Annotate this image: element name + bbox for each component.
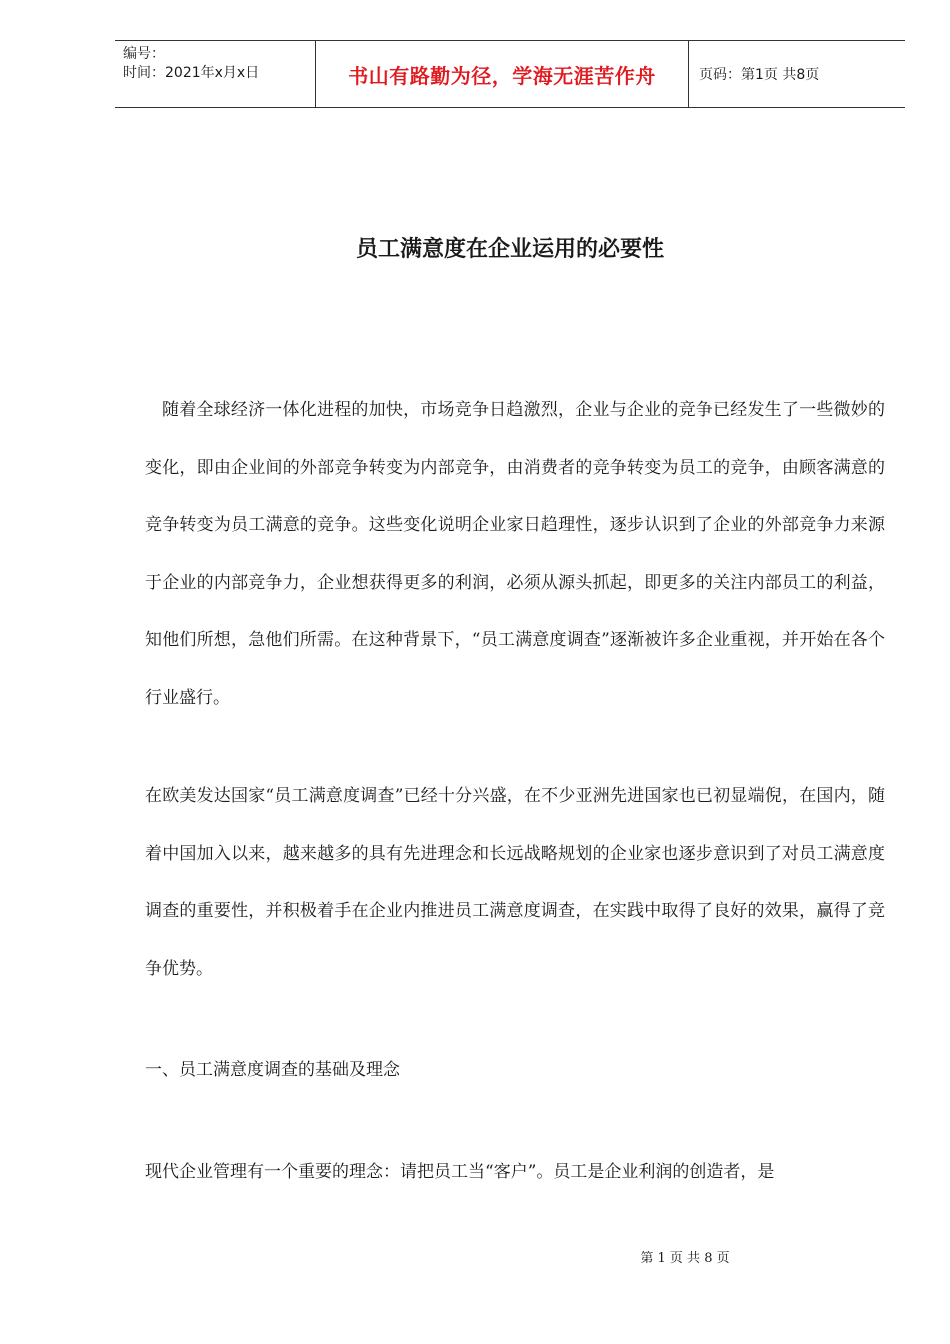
document-title: 员工满意度在企业运用的必要性 <box>355 237 664 262</box>
header-page-info: 页码：第1页 共8页 <box>699 67 820 83</box>
document-number-label: 编号： <box>123 46 165 62</box>
document-time-label: 时间：2021年x月x日 <box>123 65 260 81</box>
section-heading-1: 一、员工满意度调查的基础及理念 <box>145 1060 400 1080</box>
paragraph-intro: 随着全球经济一体化进程的加快，市场竞争日趋激烈，企业与企业的竞争已经发生了一些微妙的变化，即由企业间的外部竞争转变为内部竞争，由消费者的竞争转变为员工的竞争，由顾客满意的竞争转变为员工满意的竞争。这些变化说明企业家日趋理性，逐步认识到了企业的外部竞争力来源于企业的内部竞争力，企业想获得更多的利润，必须从源头抓起，即更多的关注内部员工的利益，知他们所想，急他们所需。在这种背景下，“员工满意度调查”逐渐被许多企业重视，并开始在各个行业盛行。 <box>145 400 885 708</box>
paragraph-background: 在欧美发达国家“员工满意度调查”已经十分兴盛，在不少亚洲先进国家也已初显端倪，在国内，随着中国加入以来，越来越多的具有先进理念和长远战略规划的企业家也逐步意识到了对员工满意度调查的重要性，并积极着手在企业内推进员工满意度调查，在实践中取得了良好的效果，赢得了竞争优势。 <box>145 786 885 979</box>
page-footer: 第 1 页 共 8 页 <box>640 1251 730 1266</box>
header-motto: 书山有路勤为径，学海无涯苦作舟 <box>316 41 689 107</box>
page-header-table <box>115 40 905 108</box>
header-meta-cell <box>115 41 316 107</box>
paragraph-section-1: 现代企业管理有一个重要的理念：请把员工当“客户”。员工是企业利润的创造者，是 <box>145 1162 775 1182</box>
